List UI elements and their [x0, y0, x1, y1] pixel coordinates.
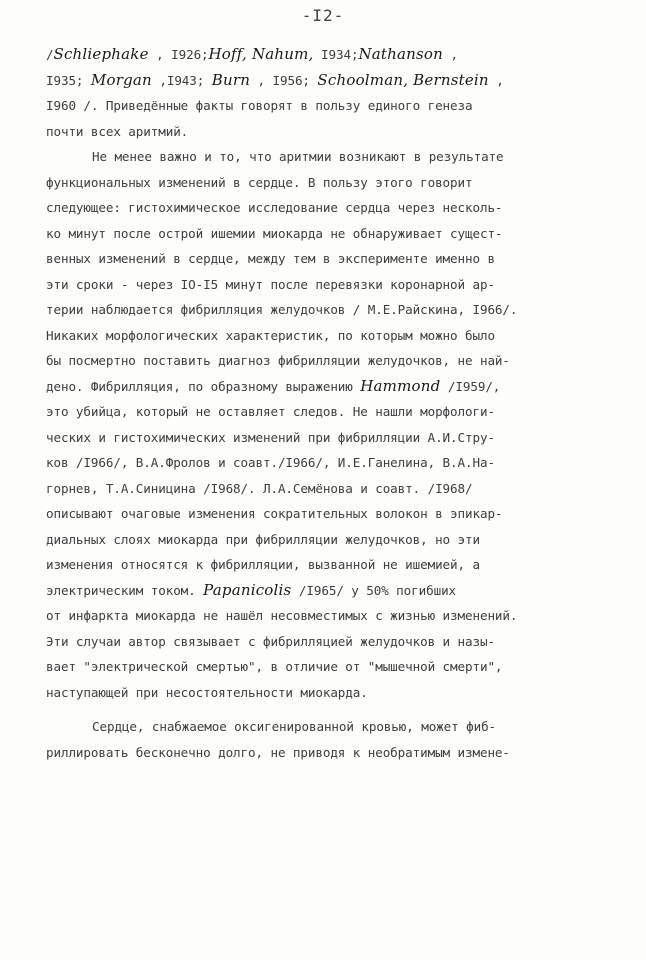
text-segment: , I956; [250, 72, 318, 88]
text-segment: , I926; [148, 47, 209, 62]
text-line [46, 552, 614, 578]
text-line [46, 450, 614, 476]
handwritten-name: Morgan [90, 70, 152, 89]
text-segment: терии наблюдается фибрилляция желудочков / М.Е.Райскина, I966/. [46, 302, 518, 317]
text-line [46, 93, 614, 119]
text-segment: /I959/, [440, 378, 501, 394]
text-line [46, 297, 614, 323]
document-body [46, 42, 614, 765]
text-segment: Эти случаи автор связывает с фибрилляцией желудочков и назы- [46, 633, 495, 649]
text-segment: ко минут после острой ишемии миокарда не обнаруживает сущест- [46, 225, 503, 241]
text-segment: венных изменений в сердце, между тем в эксперименте именно в [46, 251, 495, 266]
handwritten-name: Hammond [360, 376, 441, 395]
text-line [46, 603, 614, 629]
text-line [46, 221, 614, 247]
text-segment: горнев, Т.А.Синицина /I968/. Л.А.Семёнова и соавт. /I968/ [46, 480, 473, 496]
text-line [46, 527, 614, 553]
text-segment: I934; [313, 47, 359, 62]
text-line [46, 680, 614, 706]
text-line [46, 476, 614, 502]
text-line [46, 42, 614, 68]
text-segment: от инфаркта миокарда не нашёл несовместимых с жизнью изменений. [46, 608, 518, 623]
text-line [46, 629, 614, 655]
text-line [46, 374, 614, 400]
text-segment: ,I943; [151, 72, 212, 88]
text-segment: I935; [46, 72, 91, 88]
text-line [46, 654, 614, 680]
text-segment: , [488, 72, 504, 88]
text-segment: дено. Фибрилляция, по образному выражению [46, 378, 361, 394]
text-segment: электрическим током. [46, 582, 204, 598]
handwritten-name: Nathanson [358, 45, 443, 63]
text-segment: почти всех аритмий. [46, 123, 189, 139]
text-line [46, 119, 614, 145]
text-segment: риллировать бесконечно долго, не приводя к необратимым измене- [46, 744, 510, 760]
text-line [46, 740, 614, 766]
text-segment: ков /I966/, В.А.Фролов и соавт./I966/, И.Е.Ганелина, В.А.На- [46, 455, 495, 470]
text-line [46, 578, 614, 604]
text-line [46, 425, 614, 451]
text-line [46, 323, 614, 349]
text-segment: эти сроки - через IO-I5 минут после перевязки коронарной ар- [46, 276, 495, 292]
text-segment: I960 /. Приведённые факты говорят в пользу единого генеза [46, 98, 473, 113]
text-line [46, 144, 614, 170]
text-line [46, 501, 614, 527]
text-line [46, 272, 614, 298]
text-segment: /I965/ у 50% погибших [291, 582, 457, 598]
handwritten-name: Hoff, Nahum, [208, 45, 314, 63]
text-segment: это убийца, который не оставляет следов. Не нашли морфологи- [46, 404, 495, 419]
handwritten-name: Schoolman, Bernstein [317, 70, 489, 89]
page-number: -I2- [301, 6, 345, 25]
text-segment: , [443, 47, 458, 62]
text-line [46, 68, 614, 94]
text-segment: / [46, 47, 54, 62]
text-segment: следующее: гистохимическое исследование сердца через несколь- [46, 200, 503, 215]
text-line [46, 714, 614, 740]
text-segment: Никаких морфологических характеристик, по которым можно было [46, 327, 495, 343]
text-segment: Не менее важно и то, что аритмии возникают в результате [92, 149, 504, 164]
text-segment: вает "электрической смертью", в отличие от "мышечной смерти", [46, 659, 503, 674]
text-segment: ческих и гистохимических изменений при фибрилляции А.И.Стру- [46, 429, 495, 445]
text-segment: изменения относятся к фибрилляции, вызванной не ишемией, а [46, 557, 480, 572]
text-segment: наступающей при несостоятельности миокарда. [46, 684, 368, 700]
text-segment: Сердце, снабжаемое оксигенированной кровью, может фиб- [92, 719, 497, 734]
text-line [46, 170, 614, 196]
text-segment: бы посмертно поставить диагноз фибрилляции желудочков, не най- [46, 353, 510, 368]
handwritten-name: Schliephake [53, 45, 149, 63]
handwritten-name: Burn [211, 70, 251, 89]
text-segment: функциональных изменений в сердце. В пользу этого говорит [46, 174, 473, 190]
handwritten-name: Papanicolis [203, 580, 292, 599]
text-segment: описывают очаговые изменения сократительных волокон в эпикар- [46, 506, 503, 521]
text-line [46, 246, 614, 272]
text-segment: диальных слоях миокарда при фибрилляции желудочков, но эти [46, 531, 480, 547]
text-line [46, 348, 614, 374]
text-line [46, 195, 614, 221]
text-line [46, 399, 614, 425]
